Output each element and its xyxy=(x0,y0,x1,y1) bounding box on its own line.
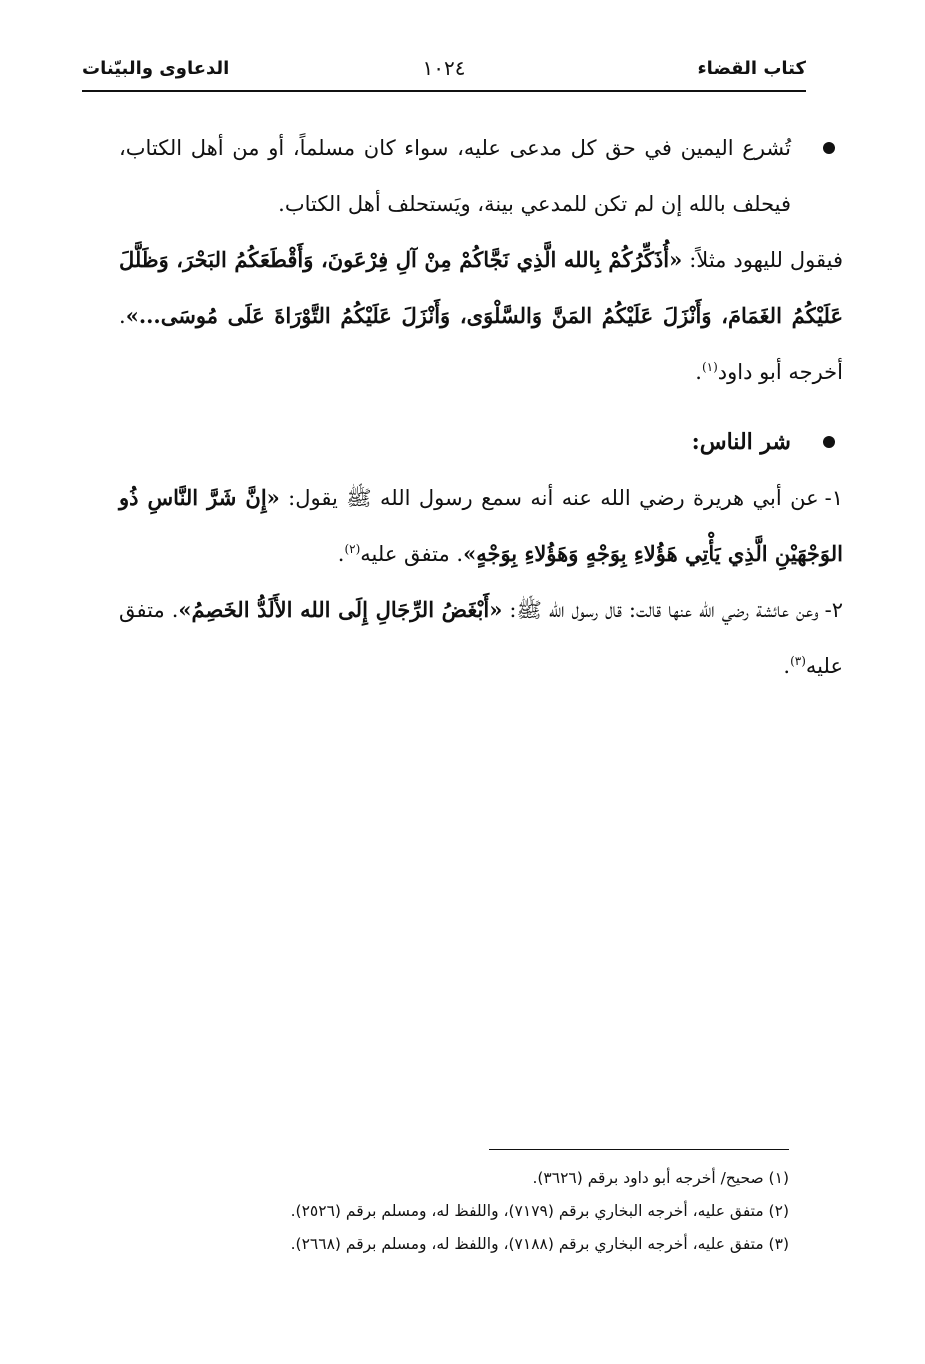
page-number: ١٠٢٤ xyxy=(422,56,466,80)
item-quote: «أَبْغَضُ الرِّجَالِ إِلَى الله الأَلَدُّ الخَصِمُ» xyxy=(178,597,503,622)
example-paragraph: فيقول لليهود مثلاً: «أُذَكِّرُكُمْ بِالله الَّذِي نَجَّاكُمْ مِنْ آلِ فِرْعَونَ، وَأَقْطَعَكُمُ البَحْرَ، وَظَلَّلَ عَلَيْكُمُ الغَمَامَ، وَأَنْزَلَ عَلَيْكُمُ المَنَّ وَالسَّلْوَى، وَأَنْزَلَ عَلَيْكُمُ التَّوْرَاةَ عَلَى مُوسَى...». أخرجه أبو داود$^{(١)}$. xyxy=(119,247,843,384)
footnote-ref-3: (٣) xyxy=(790,654,806,668)
main-text xyxy=(119,120,843,694)
heading-text: شر الناس: xyxy=(691,429,791,455)
hadith-item-1: ١-عن أبي هريرة رضي الله عنه أنه سمع رسول الله ﷺ يقول: «إِنَّ شَرَّ النَّاسِ ذُو الوَجْهَيْنِ الَّذِي يَأْتِي هَؤُلاءِ بِوَجْهٍ وَهَؤُلاءِ بِوَجْهٍ». متفق عليه$^{(٢)}$. xyxy=(119,485,843,566)
item-number: ٢- xyxy=(824,598,843,622)
footnote-divider xyxy=(489,1149,789,1150)
running-header xyxy=(82,58,806,92)
section-title: الدعاوى والبيّنات xyxy=(82,58,230,79)
chapter-title: كتاب القضاء xyxy=(697,58,806,79)
example-intro: فيقول لليهود مثلاً: xyxy=(682,248,843,272)
footnote-2: (٢) متفق عليه، أخرجه البخاري برقم (٧١٧٩)، واللفظ له، ومسلم برقم (٢٥٢٦). xyxy=(290,1202,789,1220)
footnotes xyxy=(139,1162,789,1261)
footnote-1: (١) صحيح/ أخرجه أبو داود برقم (٣٦٢٦). xyxy=(532,1169,789,1187)
item-intro: وعن عائشة رضي الله عنها قالت: قال رسول الله ﷺ: xyxy=(502,598,819,622)
footnote-ref-2: (٢) xyxy=(344,542,361,556)
section-heading xyxy=(119,414,843,470)
footnote-3: (٣) متفق عليه، أخرجه البخاري برقم (٧١٨٨)، واللفظ له، ومسلم برقم (٢٦٦٨). xyxy=(290,1235,789,1253)
item-intro: عن أبي هريرة رضي الله عنه أنه سمع رسول الله ﷺ يقول: xyxy=(279,486,819,510)
header-divider xyxy=(82,90,806,92)
example-quote: «أُذَكِّرُكُمْ بِالله الَّذِي نَجَّاكُمْ مِنْ آلِ فِرْعَونَ، وَأَقْطَعَكُمُ البَحْرَ، وَظَلَّلَ عَلَيْكُمُ الغَمَامَ، وَأَنْزَلَ عَلَيْكُمُ المَنَّ وَالسَّلْوَى، وَأَنْزَلَ عَلَيْكُمُ التَّوْرَاةَ عَلَى مُوسَى...» xyxy=(119,247,843,328)
item-source: . متفق عليه xyxy=(360,542,464,566)
bullet-text: تُشرع اليمين في حق كل مدعى عليه، سواء كان مسلماً، أو من أهل الكتاب، فيحلف بالله إن لم تكن للمدعي بينة، ويَستحلف أهل الكتاب. xyxy=(119,136,791,216)
item-source: . متفق عليه xyxy=(119,598,843,678)
hadith-item-2: ٢-وعن عائشة رضي الله عنها قالت: قال رسول الله ﷺ: «أَبْغَضُ الرِّجَالِ إِلَى الله الأَلَدُّ الخَصِمُ». متفق عليه$^{(٣)}$. xyxy=(119,597,843,678)
bullet-icon xyxy=(823,142,835,154)
bullet-paragraph-oath xyxy=(119,120,843,232)
example-source: . أخرجه أبو داود xyxy=(119,304,843,384)
bullet-icon xyxy=(823,436,835,448)
footnote-ref-1: (١) xyxy=(701,360,718,374)
item-quote: «إِنَّ شَرَّ النَّاسِ ذُو الوَجْهَيْنِ الَّذِي يَأْتِي هَؤُلاءِ بِوَجْهٍ وَهَؤُلاءِ بِوَجْهٍ» xyxy=(119,485,843,566)
item-number: ١- xyxy=(824,486,843,510)
